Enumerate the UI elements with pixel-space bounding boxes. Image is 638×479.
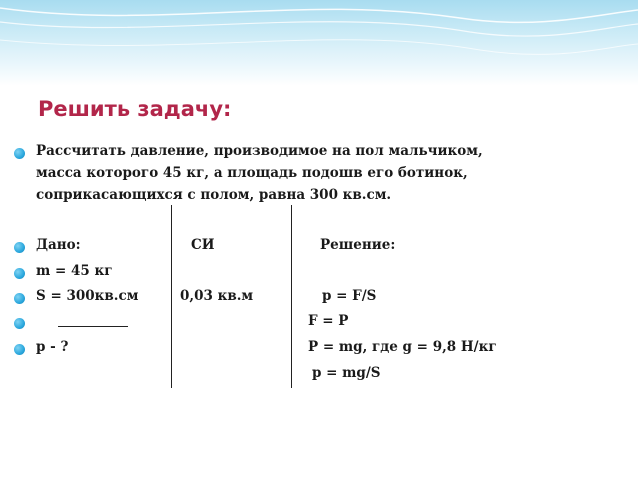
solution-line-2: F = P xyxy=(308,313,349,329)
decorative-wave xyxy=(0,0,638,90)
bullet-icon xyxy=(14,293,25,304)
problem-line-2: масса которого 45 кг, а площадь подошв его ботинок, xyxy=(36,165,468,181)
given-area: S = 300кв.см xyxy=(36,288,139,304)
slide-title: Решить задачу: xyxy=(38,97,232,121)
solution-line-3: P = mg, где g = 9,8 Н/кг xyxy=(308,339,497,355)
si-header: СИ xyxy=(191,237,215,253)
solution-line-4: p = mg/S xyxy=(312,365,381,381)
bullet-icon xyxy=(14,242,25,253)
bullet-icon xyxy=(14,148,25,159)
problem-line-1: Рассчитать давление, производимое на пол мальчиком, xyxy=(36,143,483,159)
si-area: 0,03 кв.м xyxy=(180,288,254,304)
column-divider-right xyxy=(291,205,292,388)
solution-line-1: p = F/S xyxy=(322,288,377,304)
given-mass: m = 45 кг xyxy=(36,263,113,279)
bullet-icon xyxy=(14,318,25,329)
given-underline xyxy=(58,326,128,327)
bullet-icon xyxy=(14,344,25,355)
given-unknown: p - ? xyxy=(36,339,69,355)
given-header: Дано: xyxy=(36,237,81,253)
bullet-icon xyxy=(14,268,25,279)
solution-header: Решение: xyxy=(320,237,396,253)
column-divider-left xyxy=(171,205,172,388)
problem-line-3: соприкасающихся с полом, равна 300 кв.см. xyxy=(36,187,392,203)
